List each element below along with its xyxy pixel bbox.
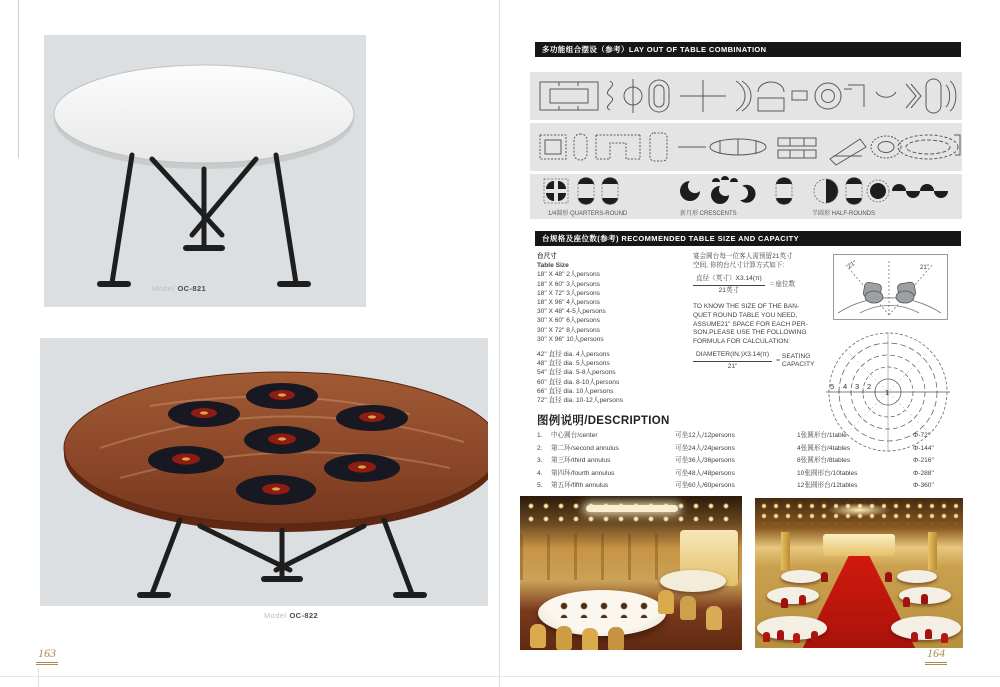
product-photo-oc822 [40,338,488,606]
size-row: 42" 直径 dia. 4人persons [537,351,610,359]
size-row: 30" X 72" 8人persons [537,326,600,334]
red-chairs [763,632,770,642]
product-photo-oc821 [44,35,366,307]
model-label-oc821 [152,284,206,293]
ring-number: 4 [843,382,848,391]
label-half-rounds: 半圆形 HALF-ROUNDS [812,211,876,217]
ring-number: 1 [885,388,890,397]
note-en-line: QUET ROUND TABLE YOU NEED, [693,311,798,319]
formula-cn-numerator: 直径（英寸）X3.14(π) [693,275,765,286]
page-divider [499,0,500,687]
table-combination-diagrams-1 [530,72,962,120]
size-row: 48" 直径 dia. 5人persons [537,360,610,368]
banquet-table [899,587,951,604]
wood-banquet-table-illustration [40,338,488,606]
left-margin-rule [18,0,19,158]
size-row: 66" 直径 dia. 10人persons [537,387,614,395]
note-en-line: ASSUME21" SPACE FOR EACH PER- [693,320,808,328]
model-prefix: Model [152,284,175,293]
size-row: 60" 直径 dia. 8-10人persons [537,378,620,386]
page-number-right: 164 [925,646,947,665]
ring-number: 3 [855,382,860,391]
formula-en-result: CAPACITY [781,361,815,369]
gold-chairs [530,624,546,648]
stage-backdrop [823,534,895,556]
bottom-rule-tick [38,668,39,687]
note-en-line: FORMULA FOR CALCULATION: [693,337,790,345]
label-crescents: 新月形 CRESCENTS [680,211,737,217]
description-row: 2. 第二环/second annulus 可坐24人/24persons 4张圆形台/4tables Φ-144" [537,444,934,452]
formula-en [693,351,835,371]
layout-diagram-row-3 [530,174,962,219]
formula-cn [693,275,835,295]
formula-cn-denominator: 21英寸 [718,286,740,294]
description-row: 3. 第三环/third annulus 可坐36人/36persons 8张圆形台/8tables Φ-216" [537,457,934,465]
model-prefix: Model [264,611,287,620]
gold-column [928,532,937,570]
model-label-oc822 [264,611,318,620]
ring-number: 5 [830,382,835,391]
size-row: 72" 直径 dia. 10-12人persons [537,397,623,405]
capacity-notes [693,253,835,378]
table-size-list [537,252,687,405]
description-row: 5. 第五环/fifth annulus 可坐60人/60persons 12张圆形台/12tables Φ-360" [537,482,934,490]
banquet-hall-photo-gold [520,496,742,650]
table-combination-diagrams-2 [530,123,962,171]
note-en [693,303,835,346]
model-code: OC-822 [289,611,319,620]
size-row: 18" X 96" 4人persons [537,299,600,307]
page-number-left: 163 [36,646,58,665]
table-dishes [556,600,652,618]
gold-column [781,532,790,570]
formula-en-equals: = [776,357,780,365]
bottom-rule [0,676,1000,677]
chandelier-glow [827,503,891,517]
banquet-table [897,570,937,583]
size-row: 30" X 48" 4-5人persons [537,308,606,316]
note-en-line: SON.PLEASE USE THE FOLLOWING [693,329,807,337]
banquet-hall-photo-red [755,498,963,648]
ceiling-lights [524,499,738,527]
formula-en-result: SEATING [781,353,811,361]
formula-cn-result: ＝座位数 [768,280,796,288]
layout-diagram-row-2 [530,123,962,171]
spacing-dim-label: 21" [920,265,929,271]
size-row: 18" X 60" 3人persons [537,280,600,288]
spacing-dim-label: 21" [847,260,858,270]
note-cn-line: 空间, 你的台尺寸计算方式如下: [693,261,785,269]
layout-diagram-row-1 [530,72,962,120]
banquet-table-small [660,570,726,592]
size-row: 18" X 48" 2人persons [537,271,600,279]
formula-en-denominator: 21" [727,362,738,370]
model-code: OC-821 [177,284,207,293]
label-quarters-round: 1/4圆形 QUARTERS-ROUND [548,211,628,217]
size-row: 18" X 72" 3人persons [537,289,600,297]
banquet-table [781,570,821,583]
size-row: 30" X 60" 6人persons [537,317,600,325]
ring-number: 2 [867,382,872,391]
ceiling-light-slot [586,505,678,512]
table-combination-diagrams-3 [530,174,962,208]
note-en-line: TO KNOW THE SIZE OF THE BAN- [693,303,800,311]
description-row: 1. 中心圆台/center 可坐12人/12persons 1张圆形台/1table Φ-72" [537,432,931,439]
section-banner-capacity: 台规格及座位数(参考) RECOMMENDED TABLE SIZE AND CAPACITY [535,231,961,246]
banquet-table [767,587,819,604]
size-row: 54" 直径 dia. 5-8人persons [537,369,616,377]
description-row: 4. 第四环/fourth annulus 可坐48人/48persons 10张圆形台/10tables Φ-288" [537,469,934,477]
size-title-cn: 台尺寸 [537,253,557,260]
formula-en-numerator: DIAMETER(IN.)X3.14(π) [693,351,772,362]
size-title-en: Table Size [537,262,569,270]
size-row: 30" X 96" 10人persons [537,335,604,343]
description-table [537,430,963,493]
white-folding-table-illustration [44,35,366,307]
banquet-table [891,616,961,640]
description-title: 图例说明/DESCRIPTION [537,415,670,427]
note-cn-line: 宴会圆台每一位客人需预留21英寸 [693,253,793,260]
section-banner-layout: 多功能组合摆设（参考）LAY OUT OF TABLE COMBINATION [535,42,961,57]
seat-spacing-diagram [833,254,948,320]
